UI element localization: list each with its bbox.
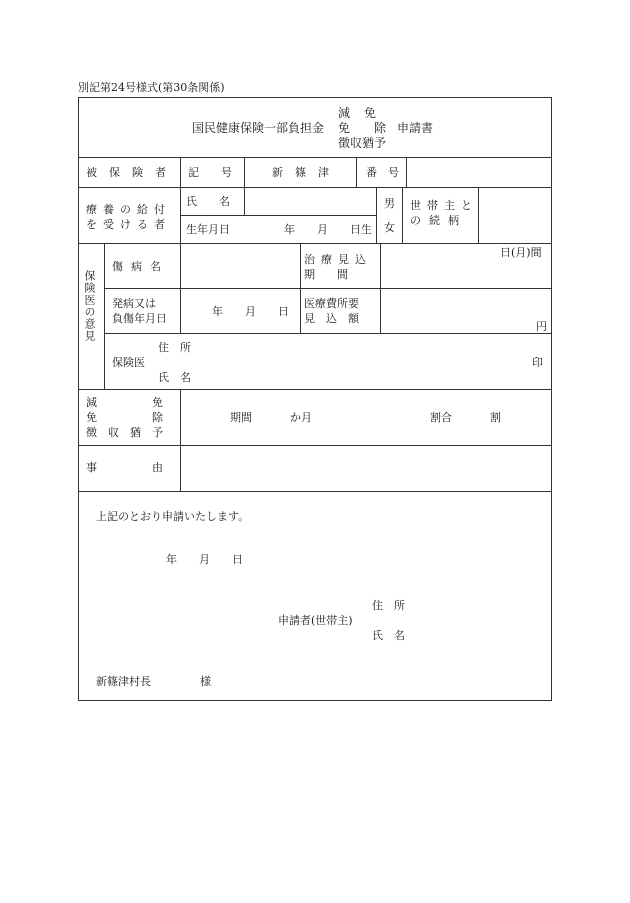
title-option-deferral: 徴収猶予 <box>338 136 387 150</box>
label-wari: 割 <box>490 411 501 424</box>
reason-field[interactable] <box>184 450 548 486</box>
rule-v-label <box>180 157 181 243</box>
rule-v-gender-right <box>402 187 403 243</box>
label-reason: 事 由 <box>86 461 163 474</box>
bango-field[interactable] <box>410 162 546 182</box>
rule-reason-bottom <box>78 491 552 492</box>
label-illness: 傷病名 <box>112 260 169 273</box>
label-insured: 被保険者 <box>86 166 178 179</box>
label-cost-l2: 見 込 額 <box>304 312 359 325</box>
rule-v-illness-label <box>180 243 181 333</box>
label-months: か月 <box>290 411 312 424</box>
rule-v-relation <box>478 187 479 243</box>
name-field[interactable] <box>248 191 372 211</box>
rule-v-name <box>244 187 245 215</box>
gender-female[interactable]: 女 <box>384 221 395 234</box>
label-reduction-l1: 減 免 <box>86 396 163 409</box>
cost-unit: 円 <box>536 320 547 333</box>
label-onset-l1: 発病又は <box>112 297 156 310</box>
addressee: 新篠津村長 <box>96 675 151 688</box>
label-doctor-name: 氏 名 <box>158 371 191 384</box>
label-relation-l2: の続柄 <box>410 214 467 227</box>
declaration-date: 年 月 日 <box>166 553 243 566</box>
label-doctor-opinion: 保険医の意見 <box>83 270 96 342</box>
applicant-name-label: 氏 名 <box>372 629 405 642</box>
treatment-unit: 日(月)間 <box>500 246 542 259</box>
title-prefix: 国民健康保険一部負担金 <box>192 121 325 135</box>
applicant-label: 申請者(世帯主) <box>278 614 353 627</box>
label-relation-l1: 世帯主と <box>410 199 478 212</box>
label-onset-l2: 負傷年月日 <box>112 312 167 325</box>
birth-date: 年 月 日生 <box>284 223 372 236</box>
label-treatment-l2: 期 間 <box>304 268 348 281</box>
rule-v-doctor-label <box>104 243 105 389</box>
label-kigo: 記 号 <box>188 166 232 179</box>
label-reduction-l2: 免 除 <box>86 411 163 424</box>
label-recipient-l2: を受ける者 <box>86 218 171 231</box>
rule-v-treatment-label <box>300 243 301 333</box>
label-recipient-l1: 療養の給付 <box>86 203 171 216</box>
label-bango: 番 号 <box>366 166 399 179</box>
label-doctor: 保険医 <box>112 356 145 369</box>
rule-title-bottom <box>78 157 552 158</box>
gender-male[interactable]: 男 <box>384 197 395 210</box>
rule-recipient-bottom <box>78 243 552 244</box>
label-ratio: 割合 <box>430 411 452 424</box>
rule-illness-bottom <box>104 288 552 289</box>
rule-v-kigo-value <box>356 157 357 187</box>
title-option-exemption: 免 除 <box>338 121 387 135</box>
label-birth: 生年月日 <box>186 223 230 236</box>
label-treatment-l1: 治療見込 <box>304 253 372 266</box>
applicant-address-label: 住 所 <box>372 599 405 612</box>
kigo-value: 新篠津 <box>272 166 341 179</box>
title-option-reduction: 減 免 <box>338 106 378 120</box>
rule-v-gender-left <box>376 187 377 243</box>
onset-date: 年 月 日 <box>212 305 289 318</box>
form-id: 別記第24号様式(第30条関係) <box>78 81 225 94</box>
label-reduction-l3: 徴 収 猶 予 <box>86 426 163 439</box>
label-period: 期間 <box>230 411 252 424</box>
label-doctor-address: 住 所 <box>158 341 191 354</box>
rule-insured-bottom <box>78 187 552 188</box>
label-cost-l1: 医療費所要 <box>304 297 359 310</box>
rule-doctor-bottom <box>78 389 552 390</box>
title-suffix: 申請書 <box>397 121 434 135</box>
seal-mark: 印 <box>532 356 543 369</box>
illness-field[interactable] <box>184 248 296 284</box>
rule-name-bottom <box>180 215 376 216</box>
declaration-text: 上記のとおり申請いたします。 <box>96 510 250 523</box>
rule-v-bango <box>406 157 407 187</box>
label-name: 氏 名 <box>186 195 230 208</box>
relation-field[interactable] <box>482 191 548 239</box>
rule-v-reduction-label <box>180 389 181 491</box>
rule-reduction-bottom <box>78 445 552 446</box>
addressee-honorific: 様 <box>200 675 211 688</box>
rule-v-kigo <box>244 157 245 187</box>
rule-onset-bottom <box>104 333 552 334</box>
rule-v-treatment-value <box>380 243 381 333</box>
